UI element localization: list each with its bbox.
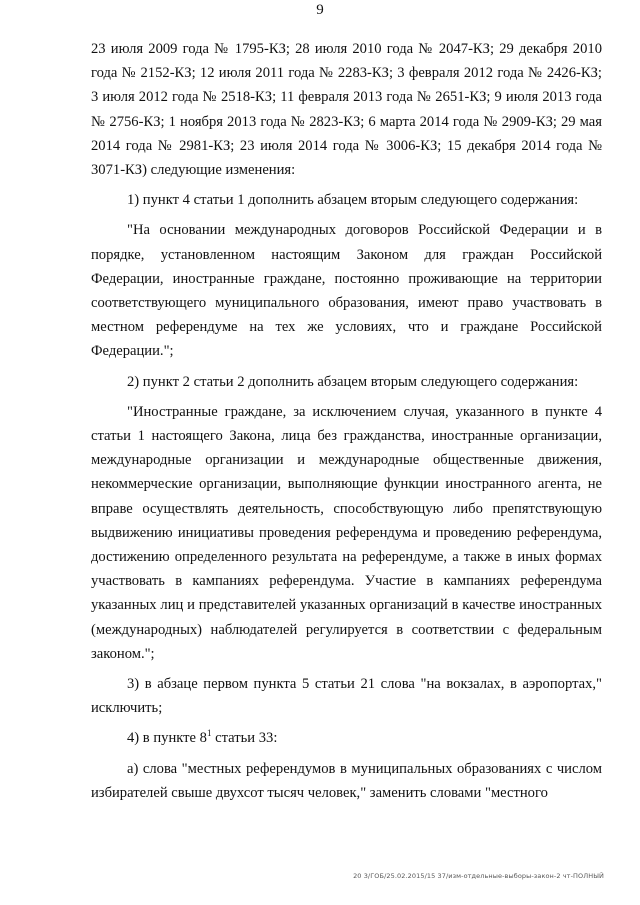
item-2-heading: 2) пункт 2 статьи 2 дополнить абзацем вторым следующего содержания:	[127, 373, 579, 390]
page-number: 9	[316, 2, 324, 18]
intro-paragraph: 23 июля 2009 года № 1795-КЗ; 28 июля 2010 года № 2047-КЗ; 29 декабря 2010 года № 2152-КЗ; 12 июля 2011 года № 2283-КЗ; 3 февраля 2012 года № 2426-КЗ; 3 июля 2012 года № 2518-КЗ; 11 февраля 2013 года № 2651-КЗ; 9 июля 2013 года № 2756-КЗ; 1 ноября 2013 года № 2823-КЗ; 6 марта 2014 года № 2909-КЗ; 29 мая 2014 года № 2981-КЗ; 23 июля 2014 года № 3006-КЗ; 15 декабря 2014 года № 3071-КЗ) следующие изменения:	[91, 41, 602, 179]
document-body	[91, 37, 602, 805]
footer-reference: 20 3/ГОБ/25.02.2015/15 37/изм-отдельные-выборы-закон-2 чт-ПОЛНЫЙ	[353, 872, 604, 880]
item-3-text: 3) в абзаце первом пункта 5 статьи 21 слова "на вокзалах, в аэропортах," исключить;	[91, 676, 602, 717]
item-4a-text: а) слова "местных референдумов в муниципальных образованиях с числом избирателей свыше двухсот тысяч человек," заменить словами "местного	[91, 760, 602, 801]
item-4-heading	[91, 726, 602, 750]
item-2-quote: "Иностранные граждане, за исключением случая, указанного в пункте 4 статьи 1 настоящего Закона, лица без гражданства, иностранные организации, международные организации и международные общественные движения, некоммерческие организации, выполняющие функции иностранного агента, не вправе осуществлять деятельность, способствующую либо препятствующую выдвижению инициативы проведения референдума и проведению референдума, достижению определенного результата на референдуме, а также в иных формах участвовать в кампаниях референдума. Участие в кампаниях референдума указанных лиц и представителей указанных организаций в качестве иностранных (международных) наблюдателей регулируется в соответствии с федеральным законом.";	[91, 403, 602, 662]
item-1-heading: 1) пункт 4 статьи 1 дополнить абзацем вторым следующего содержания:	[127, 192, 579, 209]
item-1-quote: "На основании международных договоров Российской Федерации и в порядке, установленном настоящим Законом для граждан Российской Федерации, иностранные граждане, постоянно проживающие на территории соответствующего муниципального образования, имеют право участвовать в местном референдуме на тех же условиях, что и граждане Российской Федерации.";	[91, 222, 602, 360]
item-4-heading-suffix: статьи 33:	[211, 730, 278, 747]
item-4-heading-prefix: 4) в пункте 8	[127, 730, 207, 747]
item-4-superscript: 1	[206, 728, 212, 739]
